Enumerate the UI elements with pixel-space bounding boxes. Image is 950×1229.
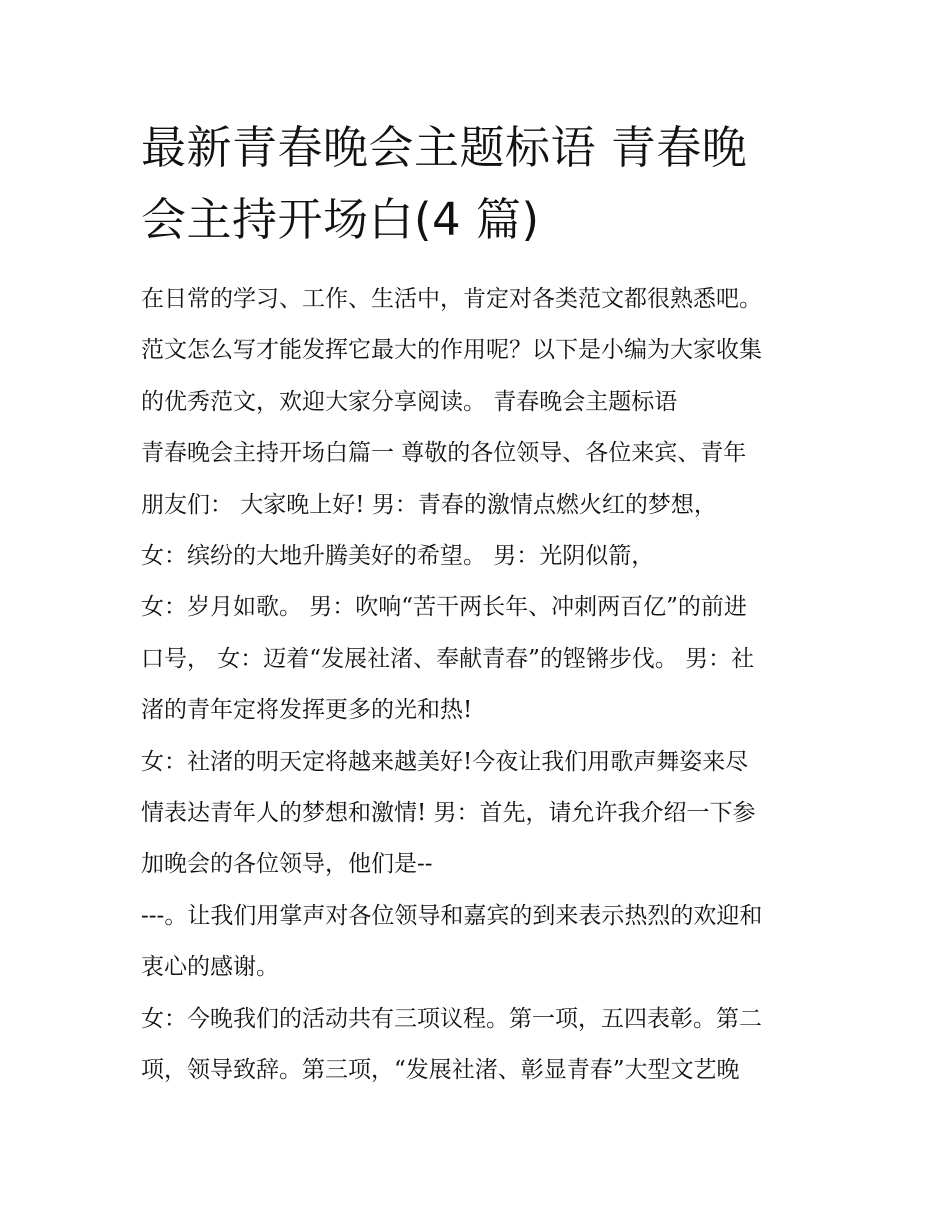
body-line: ---。让我们用掌声对各位领导和嘉宾的到来表示热烈的欢迎和 xyxy=(141,902,763,929)
title-line: 最新青春晚会主题标语 青春晚 xyxy=(141,121,748,174)
body-line: 情表达青年人的梦想和激情! 男：首先，请允许我介绍一下参 xyxy=(141,800,756,827)
body-line: 范文怎么写才能发挥它最大的作用呢？以下是小编为大家收集 xyxy=(141,337,762,364)
document-title xyxy=(141,112,831,256)
body-line: 青春晚会主持开场白篇一 尊敬的各位领导、各位来宾、青年 xyxy=(141,440,747,467)
body-line: 女：社渚的明天定将越来越美好!今夜让我们用歌声舞姿来尽 xyxy=(141,748,749,775)
body-line: 渚的青年定将发挥更多的光和热! xyxy=(141,697,473,724)
title-line: 会主持开场白(4 篇) xyxy=(141,193,540,246)
body-line: 加晚会的各位领导，他们是-- xyxy=(141,851,433,878)
body-line: 女：今晚我们的活动共有三项议程。第一项，五四表彰。第二 xyxy=(141,1005,762,1032)
body-line: 女：岁月如歌。 男：吹响“苦干两长年、冲刺两百亿”的前进 xyxy=(141,594,747,621)
body-line: 衷心的感谢。 xyxy=(141,954,279,981)
body-line: 项，领导致辞。第三项，“发展社渚、彰显青春”大型文艺晚 xyxy=(141,1057,740,1084)
body-line: 的优秀范文，欢迎大家分享阅读。 青春晚会主题标语 xyxy=(141,388,678,415)
body-line: 在日常的学习、工作、生活中，肯定对各类范文都很熟悉吧。 xyxy=(141,286,762,312)
document-body xyxy=(141,274,831,1097)
body-line: 女：缤纷的大地升腾美好的希望。 男：光阴似箭， xyxy=(141,543,655,570)
body-line: 朋友们： 大家晚上好! 男：青春的激情点燃火红的梦想， xyxy=(141,491,717,518)
body-line: 口号， 女：迈着“发展社渚、奉献青春”的铿锵步伐。 男：社 xyxy=(141,645,755,672)
